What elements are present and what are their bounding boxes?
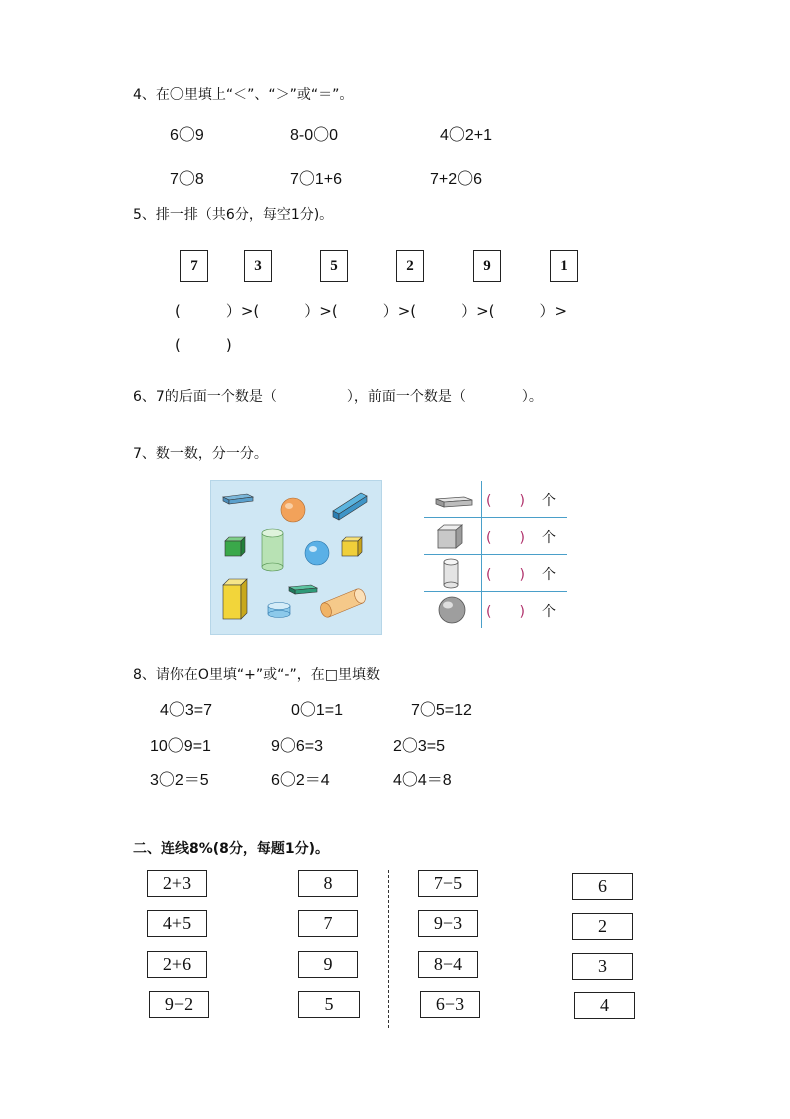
q4-item: 4〇2+1 [440, 127, 493, 144]
cuboid-icon [223, 494, 253, 504]
unit-label: 个 [542, 530, 556, 546]
cylinder-icon [262, 529, 283, 571]
number-card: 9 [473, 250, 501, 282]
sphere-icon [437, 595, 467, 625]
q8-item: 3〇2＝5 [150, 772, 209, 789]
q8-item: 4〇3=7 [160, 702, 213, 719]
q4-item: 7〇8 [170, 171, 204, 188]
q8-item: 0〇1=1 [291, 702, 344, 719]
match-card[interactable]: 7 [298, 910, 358, 937]
cylinder-icon [268, 603, 290, 618]
q8-item: 7〇5=12 [411, 702, 472, 719]
q4-item: 6〇9 [170, 127, 204, 144]
count-blank[interactable]: ( ) [486, 530, 525, 546]
number-card: 1 [550, 250, 578, 282]
match-card[interactable]: 6−3 [420, 991, 480, 1018]
divider-line [388, 870, 389, 1028]
sphere-icon [281, 498, 305, 522]
match-card[interactable]: 6 [572, 873, 633, 900]
q8-item: 2〇3=5 [393, 738, 446, 755]
q7-title: 7、数一数，分一分。 [133, 446, 268, 462]
match-card[interactable]: 4+5 [147, 910, 207, 937]
q8-item: 9〇6=3 [271, 738, 324, 755]
q8-item: 10〇9=1 [150, 738, 211, 755]
q6-title: 6、7的后面一个数是（ ），前面一个数是（ ）。 [133, 389, 543, 405]
q4-item: 7〇1+6 [290, 171, 343, 188]
section2-title: 二、连线8%(8分，每题1分)。 [133, 841, 330, 857]
q4-item: 7+2〇6 [430, 171, 483, 188]
unit-label: 个 [542, 604, 556, 620]
count-blank[interactable]: ( ) [486, 604, 525, 620]
match-card[interactable]: 3 [572, 953, 633, 980]
match-card[interactable]: 9−2 [149, 991, 209, 1018]
unit-label: 个 [542, 567, 556, 583]
match-card[interactable]: 8 [298, 870, 358, 897]
sphere-icon [305, 541, 329, 565]
cylinder-icon [319, 587, 368, 619]
number-card: 5 [320, 250, 348, 282]
match-card[interactable]: 8−4 [418, 951, 478, 978]
table-row [424, 555, 567, 592]
q5-answer-line[interactable]: ( ) [175, 336, 232, 354]
count-table [424, 481, 567, 628]
cube-icon [436, 522, 466, 550]
match-card[interactable]: 2+6 [147, 951, 207, 978]
cube-icon [225, 537, 245, 556]
cuboid-icon [289, 585, 317, 594]
q8-title: 8、请你在O里填“+”或“-”，在□里填数 [133, 667, 380, 683]
q5-title: 5、排一排（共6分，每空1分)。 [133, 207, 334, 223]
shapes-picture [210, 480, 382, 635]
cuboid-icon [223, 579, 247, 619]
table-row [424, 518, 567, 555]
number-card: 3 [244, 250, 272, 282]
table-row [424, 481, 567, 518]
match-card[interactable]: 9−3 [418, 910, 478, 937]
table-row [424, 592, 567, 628]
match-card[interactable]: 2+3 [147, 870, 207, 897]
number-card: 7 [180, 250, 208, 282]
match-card[interactable]: 7−5 [418, 870, 478, 897]
count-blank[interactable]: ( ) [486, 567, 525, 583]
cuboid-icon [333, 493, 367, 520]
q8-item: 4〇4＝8 [393, 772, 452, 789]
match-card[interactable]: 2 [572, 913, 633, 940]
number-card: 2 [396, 250, 424, 282]
q8-item: 6〇2＝4 [271, 772, 330, 789]
cube-icon [342, 537, 362, 556]
q4-item: 8-0〇0 [290, 127, 339, 144]
unit-label: 个 [542, 493, 556, 509]
match-card[interactable]: 4 [574, 992, 635, 1019]
q5-answer-line[interactable]: ( ）>( ）>( ）>( ）>( ）> [175, 302, 568, 320]
cuboid-icon [434, 489, 474, 509]
match-card[interactable]: 9 [298, 951, 358, 978]
match-card[interactable]: 5 [298, 991, 360, 1018]
count-blank[interactable]: ( ) [486, 493, 525, 509]
q4-title: 4、在〇里填上“＜”、“＞”或“＝”。 [133, 87, 354, 103]
cylinder-icon [441, 558, 463, 590]
